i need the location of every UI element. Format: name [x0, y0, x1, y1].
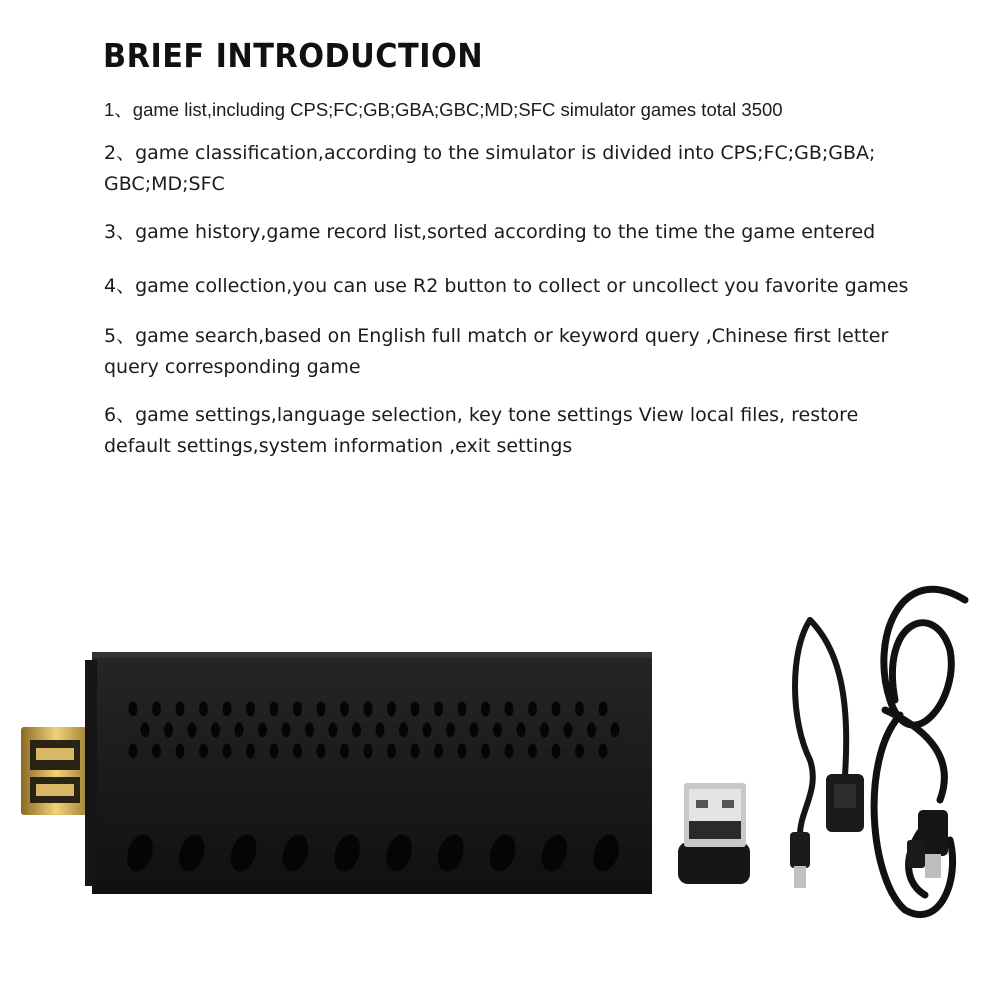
vent-slot	[293, 744, 302, 759]
vent-slot	[176, 702, 185, 717]
vent-slot	[317, 702, 326, 717]
vent-slot	[575, 744, 584, 759]
vent-slot	[458, 702, 467, 717]
vent-slot	[481, 744, 490, 759]
vent-slot	[364, 702, 373, 717]
vent-slot	[411, 702, 420, 717]
vent-slot	[152, 744, 161, 759]
vent-slot	[434, 744, 443, 759]
vent-slot	[340, 744, 349, 759]
vent-slot	[517, 723, 526, 738]
vent-slot	[129, 702, 138, 717]
vent-slot	[282, 723, 291, 738]
vent-slot	[188, 723, 197, 738]
vent-slot	[458, 744, 467, 759]
vent-slot	[305, 723, 314, 738]
vent-slot	[340, 702, 349, 717]
vent-slot	[575, 702, 584, 717]
game-stick-body	[85, 652, 652, 894]
vent-slot	[364, 744, 373, 759]
vent-slot	[317, 744, 326, 759]
vent-slot	[246, 702, 255, 717]
list-item: 1、game list,including CPS;FC;GB;GBA;GBC;MD;SFC simulator games total 3500	[104, 99, 783, 120]
vent-slot	[246, 744, 255, 759]
list-item: 3、game history,game record list,sorted according to the time the game entered	[104, 221, 876, 243]
list-item: 4、game collection,you can use R2 button to collect or uncollect you favorite games	[104, 275, 909, 297]
vent-slot	[129, 744, 138, 759]
vent-slot	[470, 723, 479, 738]
vent-slot	[223, 744, 232, 759]
vent-slot	[223, 702, 232, 717]
vent-slot	[423, 723, 432, 738]
vent-slot	[540, 723, 549, 738]
micro-usb-plugs	[907, 810, 948, 878]
vent-slot	[258, 723, 267, 738]
vent-slot	[199, 744, 208, 759]
vent-slot	[446, 723, 455, 738]
vent-slot	[329, 723, 338, 738]
vent-slot	[399, 723, 408, 738]
list-item: 2、game classification,according to the simulator is divided into CPS;FC;GB;GBA; GBC;MD;SFC	[104, 142, 876, 195]
vent-slot	[552, 744, 561, 759]
page-title: BRIEF INTRODUCTION	[103, 36, 484, 75]
hdmi-connector	[21, 727, 91, 815]
vent-slot	[152, 702, 161, 717]
vent-slot	[528, 702, 537, 717]
vent-slot	[199, 702, 208, 717]
vent-slot	[387, 702, 396, 717]
vent-slot	[505, 744, 514, 759]
vent-slot	[141, 723, 150, 738]
vent-slot	[411, 744, 420, 759]
product-photo	[0, 560, 1001, 1001]
vent-slot	[270, 744, 279, 759]
vent-slot	[528, 744, 537, 759]
vent-slot	[176, 744, 185, 759]
vent-slot	[587, 723, 596, 738]
vent-slot	[481, 702, 490, 717]
vent-slot	[505, 702, 514, 717]
vent-slot	[211, 723, 220, 738]
vent-slot	[235, 723, 244, 738]
vent-slot	[599, 744, 608, 759]
vent-slot	[564, 723, 573, 738]
vent-slot	[293, 702, 302, 717]
vent-slot	[270, 702, 279, 717]
vent-slot	[599, 702, 608, 717]
vent-slot	[352, 723, 361, 738]
list-item: 5、game search,based on English full match or keyword query ,Chinese first letter query corresponding game	[104, 325, 889, 378]
list-item: 6、game settings,language selection, key tone settings View local files, restore default settings,system information ,exit settings	[104, 404, 859, 457]
vent-slot	[493, 723, 502, 738]
vent-slot	[376, 723, 385, 738]
vent-slot	[552, 702, 561, 717]
vent-slot	[387, 744, 396, 759]
usb-receiver	[678, 783, 750, 884]
vent-slot	[434, 702, 443, 717]
vent-slot	[164, 723, 173, 738]
vent-slot	[611, 723, 620, 738]
